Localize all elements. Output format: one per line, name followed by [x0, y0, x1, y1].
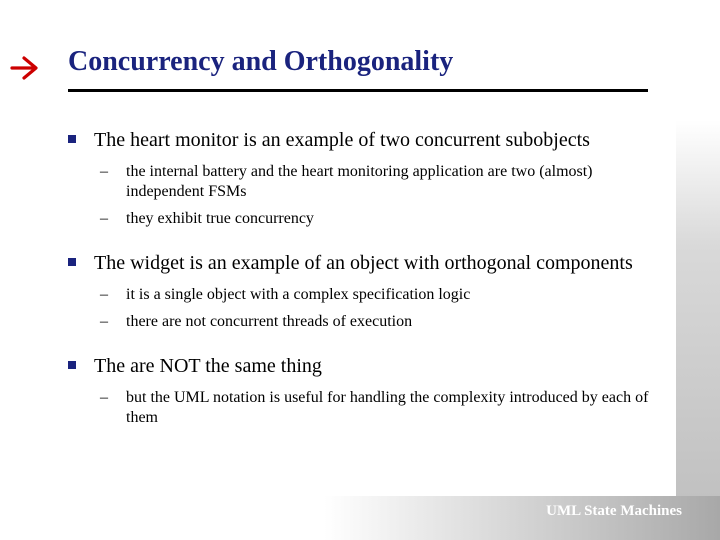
sub-bullet-text: but the UML notation is useful for handling the complexity introduced by each of them — [126, 389, 649, 426]
sub-bullet-item — [100, 388, 656, 428]
dash-bullet-icon: – — [100, 286, 108, 303]
footer-label: UML State Machines — [546, 503, 682, 519]
right-arrow-icon — [10, 55, 40, 81]
dash-bullet-icon: – — [100, 210, 108, 227]
dash-bullet-icon: – — [100, 389, 108, 406]
sub-bullet-text: there are not concurrent threads of execution — [126, 313, 413, 330]
square-bullet-icon — [68, 135, 76, 143]
bullet-item — [94, 128, 654, 152]
square-bullet-icon — [68, 258, 76, 266]
sub-bullet-text: the internal battery and the heart monitoring application are two (almost) independent FSMs — [126, 163, 593, 200]
sub-bullet-item — [100, 285, 656, 305]
dash-bullet-icon: – — [100, 163, 108, 180]
dash-bullet-icon: – — [100, 313, 108, 330]
right-shadow-band — [676, 120, 720, 540]
slide-title: Concurrency and Orthogonality — [68, 46, 454, 77]
bullet-text: The widget is an example of an object with orthogonal components — [94, 252, 633, 274]
bullet-list — [0, 128, 676, 428]
square-bullet-icon — [68, 361, 76, 369]
bullet-item — [94, 354, 654, 378]
sub-bullet-item — [100, 162, 656, 202]
bullet-item — [94, 251, 654, 275]
bullet-text: The are NOT the same thing — [94, 355, 322, 377]
sub-bullet-item — [100, 209, 656, 229]
sub-bullet-text: they exhibit true concurrency — [126, 210, 314, 227]
bullet-text: The heart monitor is an example of two concurrent subobjects — [94, 129, 590, 151]
sub-bullet-text: it is a single object with a complex specification logic — [126, 286, 471, 303]
title-underline — [68, 89, 648, 92]
sub-bullet-item — [100, 312, 656, 332]
